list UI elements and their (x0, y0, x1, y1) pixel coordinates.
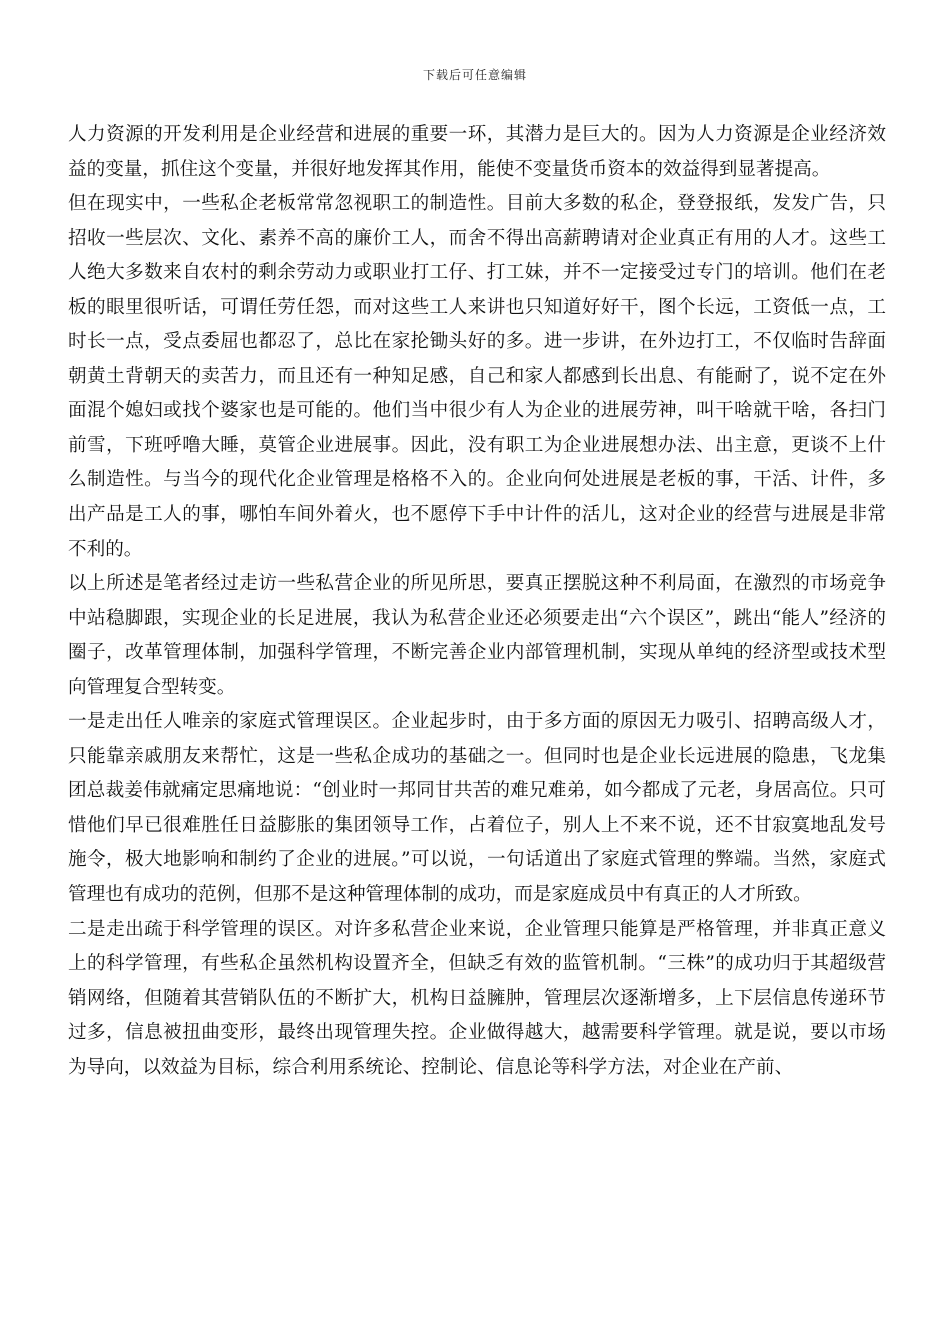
paragraph: 以上所述是笔者经过走访一些私营企业的所见所思，要真正摆脱这种不利局面，在激烈的市场竞争中站稳脚跟，实现企业的长足进展，我认为私营企业还必须要走出“六个误区”，跳出“能人”经济的圈子，改革管理体制，加强科学管理，不断完善企业内部管理机制，实现从单纯的经济型或技术型向管理复合型转变。 (68, 573, 886, 698)
paragraph: 但在现实中，一些私企老板常常忽视职工的制造性。目前大多数的私企，登登报纸，发发广告，只招收一些层次、文化、素养不高的廉价工人，而舍不得出高薪聘请对企业真正有用的人才。这些工人绝大多数来自农村的剩余劳动力或职业打工仔、打工妹，并不一定接受过专门的培训。他们在老板的眼里很听话，可谓任劳任怨，而对这些工人来讲也只知道好好干，图个长远，工资低一点，工时长一点，受点委屈也都忍了，总比在家抡锄头好的多。进一步讲，在外边打工，不仅临时告辞面朝黄土背朝天的卖苦力，而且还有一种知足感，自己和家人都感到长出息、有能耐了，说不定在外面混个媳妇或找个婆家也是可能的。他们当中很少有人为企业的进展劳神，叫干啥就干啥，各扫门前雪，下班呼噜大睡，莫管企业进展事。因此，没有职工为企业进展想办法、出主意，更谈不上什么制造性。与当今的现代化企业管理是格格不入的。企业向何处进展是老板的事，干活、计件，多出产品是工人的事，哪怕车间外着火，也不愿停下手中计件的活儿，这对企业的经营与进展是非常不利的。 (68, 193, 886, 560)
paragraph: 人力资源的开发利用是企业经营和进展的重要一环，其潜力是巨大的。因为人力资源是企业经济效益的变量，抓住这个变量，并很好地发挥其作用，能使不变量货币资本的效益得到显著提高。 (68, 124, 886, 180)
document-body (68, 118, 886, 1085)
paragraph: 一是走出任人唯亲的家庭式管理误区。企业起步时，由于多方面的原因无力吸引、招聘高级人才，只能靠亲戚朋友来帮忙，这是一些私企成功的基础之一。但同时也是企业长远进展的隐患，飞龙集团总裁姜伟就痛定思痛地说：“创业时一邦同甘共苦的难兄难弟，如今都成了元老，身居高位。只可惜他们早已很难胜任日益膨胀的集团领导工作，占着位子，别人上不来不说，还不甘寂寞地乱发号施令，极大地影响和制约了企业的进展。”可以说，一句话道出了家庭式管理的弊端。当然，家庭式管理也有成功的范例，但那不是这种管理体制的成功，而是家庭成员中有真正的人才所致。 (68, 711, 886, 906)
page-header: 下载后可任意编辑 (422, 68, 527, 82)
paragraph: 二是走出疏于科学管理的误区。对许多私营企业来说，企业管理只能算是严格管理，并非真正意义上的科学管理，有些私企虽然机构设置齐全，但缺乏有效的监管机制。“三株”的成功归于其超级营销网络，但随着其营销队伍的不断扩大，机构日益臃肿，管理层次逐渐增多，上下层信息传递环节过多，信息被扭曲变形，最终出现管理失控。企业做得越大，越需要科学管理。就是说，要以市场为导向，以效益为目标，综合利用系统论、控制论、信息论等科学方法，对企业在产前、 (68, 918, 886, 1078)
